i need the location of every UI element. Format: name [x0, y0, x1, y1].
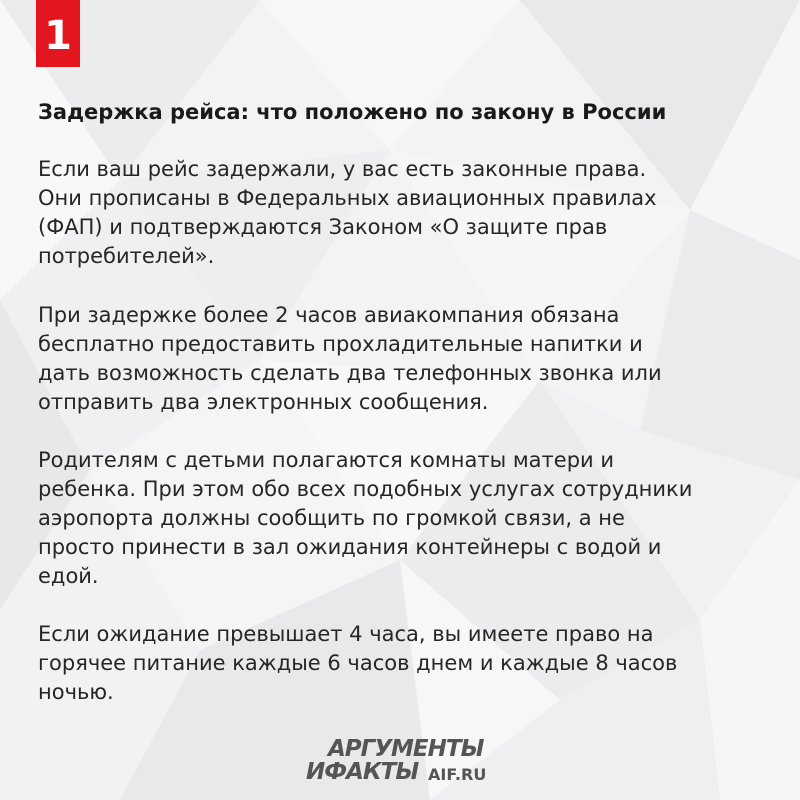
paragraph-parents — [38, 446, 778, 591]
paragraph-line: едой. — [38, 564, 99, 588]
paragraph-line: бесплатно предоставить прохладительные напитки и — [38, 332, 643, 356]
paragraph-line: (ФАП) и подтверждаются Законом «О защите прав — [38, 215, 608, 239]
logo-site-link[interactable]: AIF.RU — [428, 765, 487, 784]
paragraph-line: ребенка. При этом обо всех подобных услугах сотрудники — [38, 477, 693, 501]
paragraph-line: дать возможность сделать два телефонных звонка или — [38, 361, 662, 385]
paragraph-rights — [38, 155, 778, 271]
logo-word-ifakty: ИФАКТЫ — [306, 759, 419, 785]
paragraph-line: При задержке более 2 часов авиакомпания обязана — [38, 303, 620, 327]
aif-logo[interactable] — [300, 737, 512, 787]
paragraph-line: аэропорта должны сообщить по громкой связи, а не — [38, 506, 625, 530]
paragraph-line: Если ожидание превышает 4 часа, вы имеете право на — [38, 622, 654, 646]
paragraph-line: Если ваш рейс задержали, у вас есть законные права. — [38, 157, 647, 181]
paragraph-line: Они прописаны в Федеральных авиационных правилах — [38, 186, 657, 210]
slide-number-badge — [36, 0, 80, 67]
paragraph-line: потребителей». — [38, 244, 215, 268]
slide-number: 1 — [44, 12, 72, 59]
paragraph-two-hours — [38, 301, 778, 417]
paragraph-line: отправить два электронных сообщения. — [38, 390, 489, 414]
article-title: Задержка рейса: что положено по закону в России — [38, 100, 667, 124]
paragraph-line: просто принести в зал ожидания контейнеры с водой и — [38, 535, 662, 559]
paragraph-line: ночью. — [38, 680, 114, 704]
paragraph-four-hours — [38, 620, 778, 707]
paragraph-line: горячее питание каждые 6 часов днем и каждые 8 часов — [38, 651, 678, 675]
logo-word-argumenty: АРГУМЕНТЫ — [328, 736, 484, 762]
paragraph-line: Родителям с детьми полагаются комнаты матери и — [38, 448, 615, 472]
